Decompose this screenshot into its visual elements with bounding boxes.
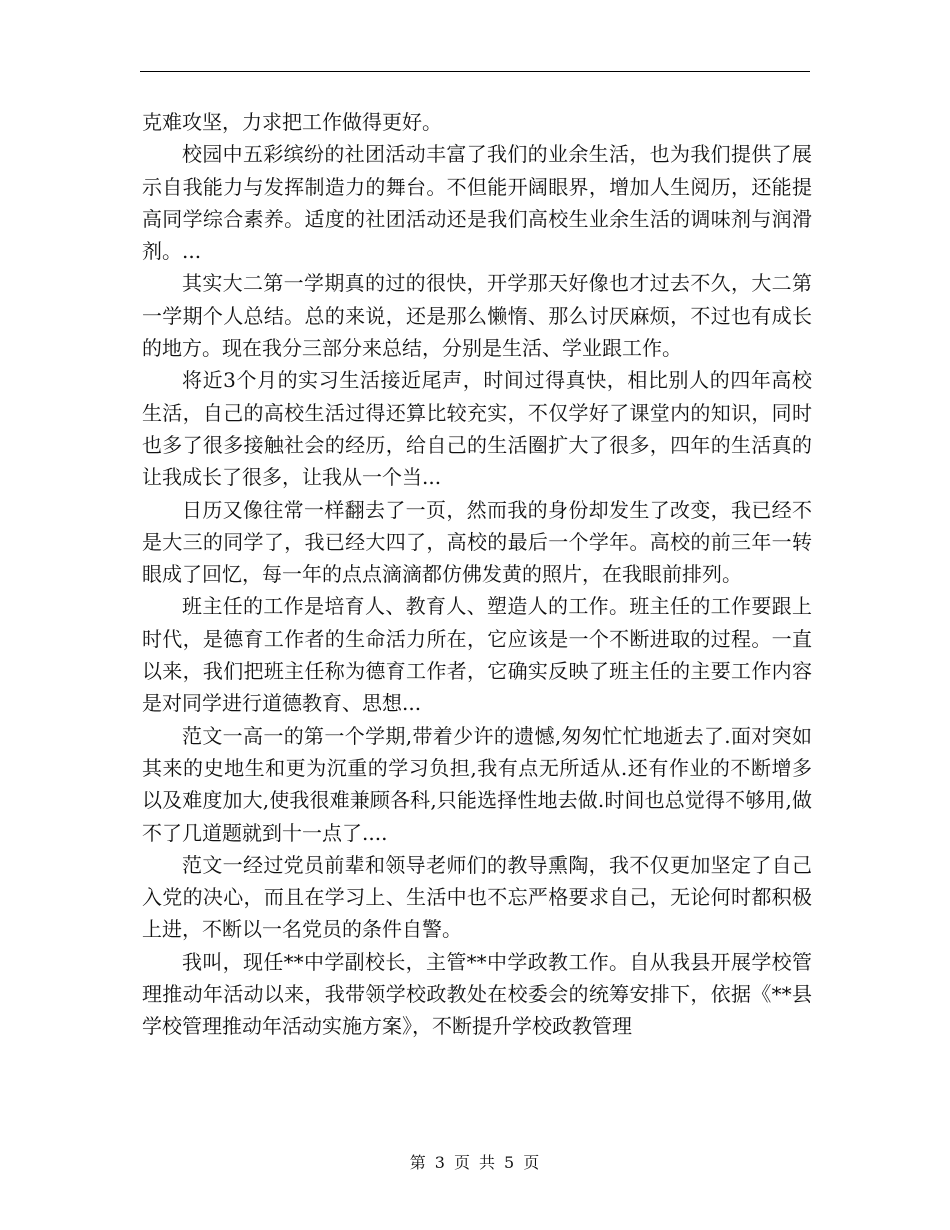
footer-total-pages: 5 <box>504 1153 516 1172</box>
header-rule <box>140 71 810 72</box>
footer-prefix: 第 <box>409 1153 427 1172</box>
footer-page-unit: 页 <box>453 1153 471 1172</box>
document-body <box>142 106 812 1043</box>
paragraph-7: 范文一高一的第一个学期,带着少许的遗憾,匆匆忙忙地逝去了.面对突如其来的史地生和更为沉重的学习负担,我有点无所适从.还有作业的不断增多以及难度加大,使我很难兼顾各科,只能选择性地去做.时间也总觉得不够用,做不了几道题就到十一点了.... <box>142 723 812 845</box>
footer-total-unit: 页 <box>523 1153 541 1172</box>
page-footer <box>0 1153 950 1173</box>
paragraph-8: 范文一经过党员前辈和领导老师们的教导熏陶，我不仅更加坚定了自己入党的决心，而且在学习上、生活中也不忘严格要求自己，无论何时都积极上进，不断以一名党员的条件自警。 <box>142 852 812 942</box>
paragraph-9: 我叫，现任**中学副校长，主管**中学政教工作。自从我县开展学校管理推动年活动以来，我带领学校政教处在校委会的统筹安排下，依据《**县学校管理推动年活动实施方案》，不断提升学校政教管理 <box>142 949 812 1039</box>
footer-total-prefix: 共 <box>479 1153 497 1172</box>
footer-page-number: 3 <box>434 1153 446 1172</box>
paragraph-4: 将近3个月的实习生活接近尾声，时间过得真快，相比别人的四年高校生活，自己的高校生活过得还算比较充实，不仅学好了课堂内的知识，同时也多了很多接触社会的经历，给自己的生活圈扩大了很多，四年的生活真的让我成长了很多，让我从一个当... <box>142 368 812 490</box>
paragraph-1: 克难攻坚，力求把工作做得更好。 <box>142 110 442 134</box>
paragraph-3: 其实大二第一学期真的过的很快，开学那天好像也才过去不久，大二第一学期个人总结。总的来说，还是那么懒惰、那么讨厌麻烦，不过也有成长的地方。现在我分三部分来总结，分别是生活、学业跟工作。 <box>142 271 812 361</box>
paragraph-5: 日历又像往常一样翻去了一页，然而我的身份却发生了改变，我已经不是大三的同学了，我已经大四了，高校的最后一个学年。高校的前三年一转眼成了回忆，每一年的点点滴滴都仿佛发黄的照片，在我眼前排列。 <box>142 497 812 587</box>
paragraph-2: 校园中五彩缤纷的社团活动丰富了我们的业余生活，也为我们提供了展示自我能力与发挥制造力的舞台。不但能开阔眼界，增加人生阅历，还能提高同学综合素养。适度的社团活动还是我们高校生业余生活的调味剂与润滑剂。... <box>142 142 812 264</box>
paragraph-6: 班主任的工作是培育人、教育人、塑造人的工作。班主任的工作要跟上时代，是德育工作者的生命活力所在，它应该是一个不断进取的过程。一直以来，我们把班主任称为德育工作者，它确实反映了班主任的主要工作内容是对同学进行道德教育、思想... <box>142 594 812 716</box>
